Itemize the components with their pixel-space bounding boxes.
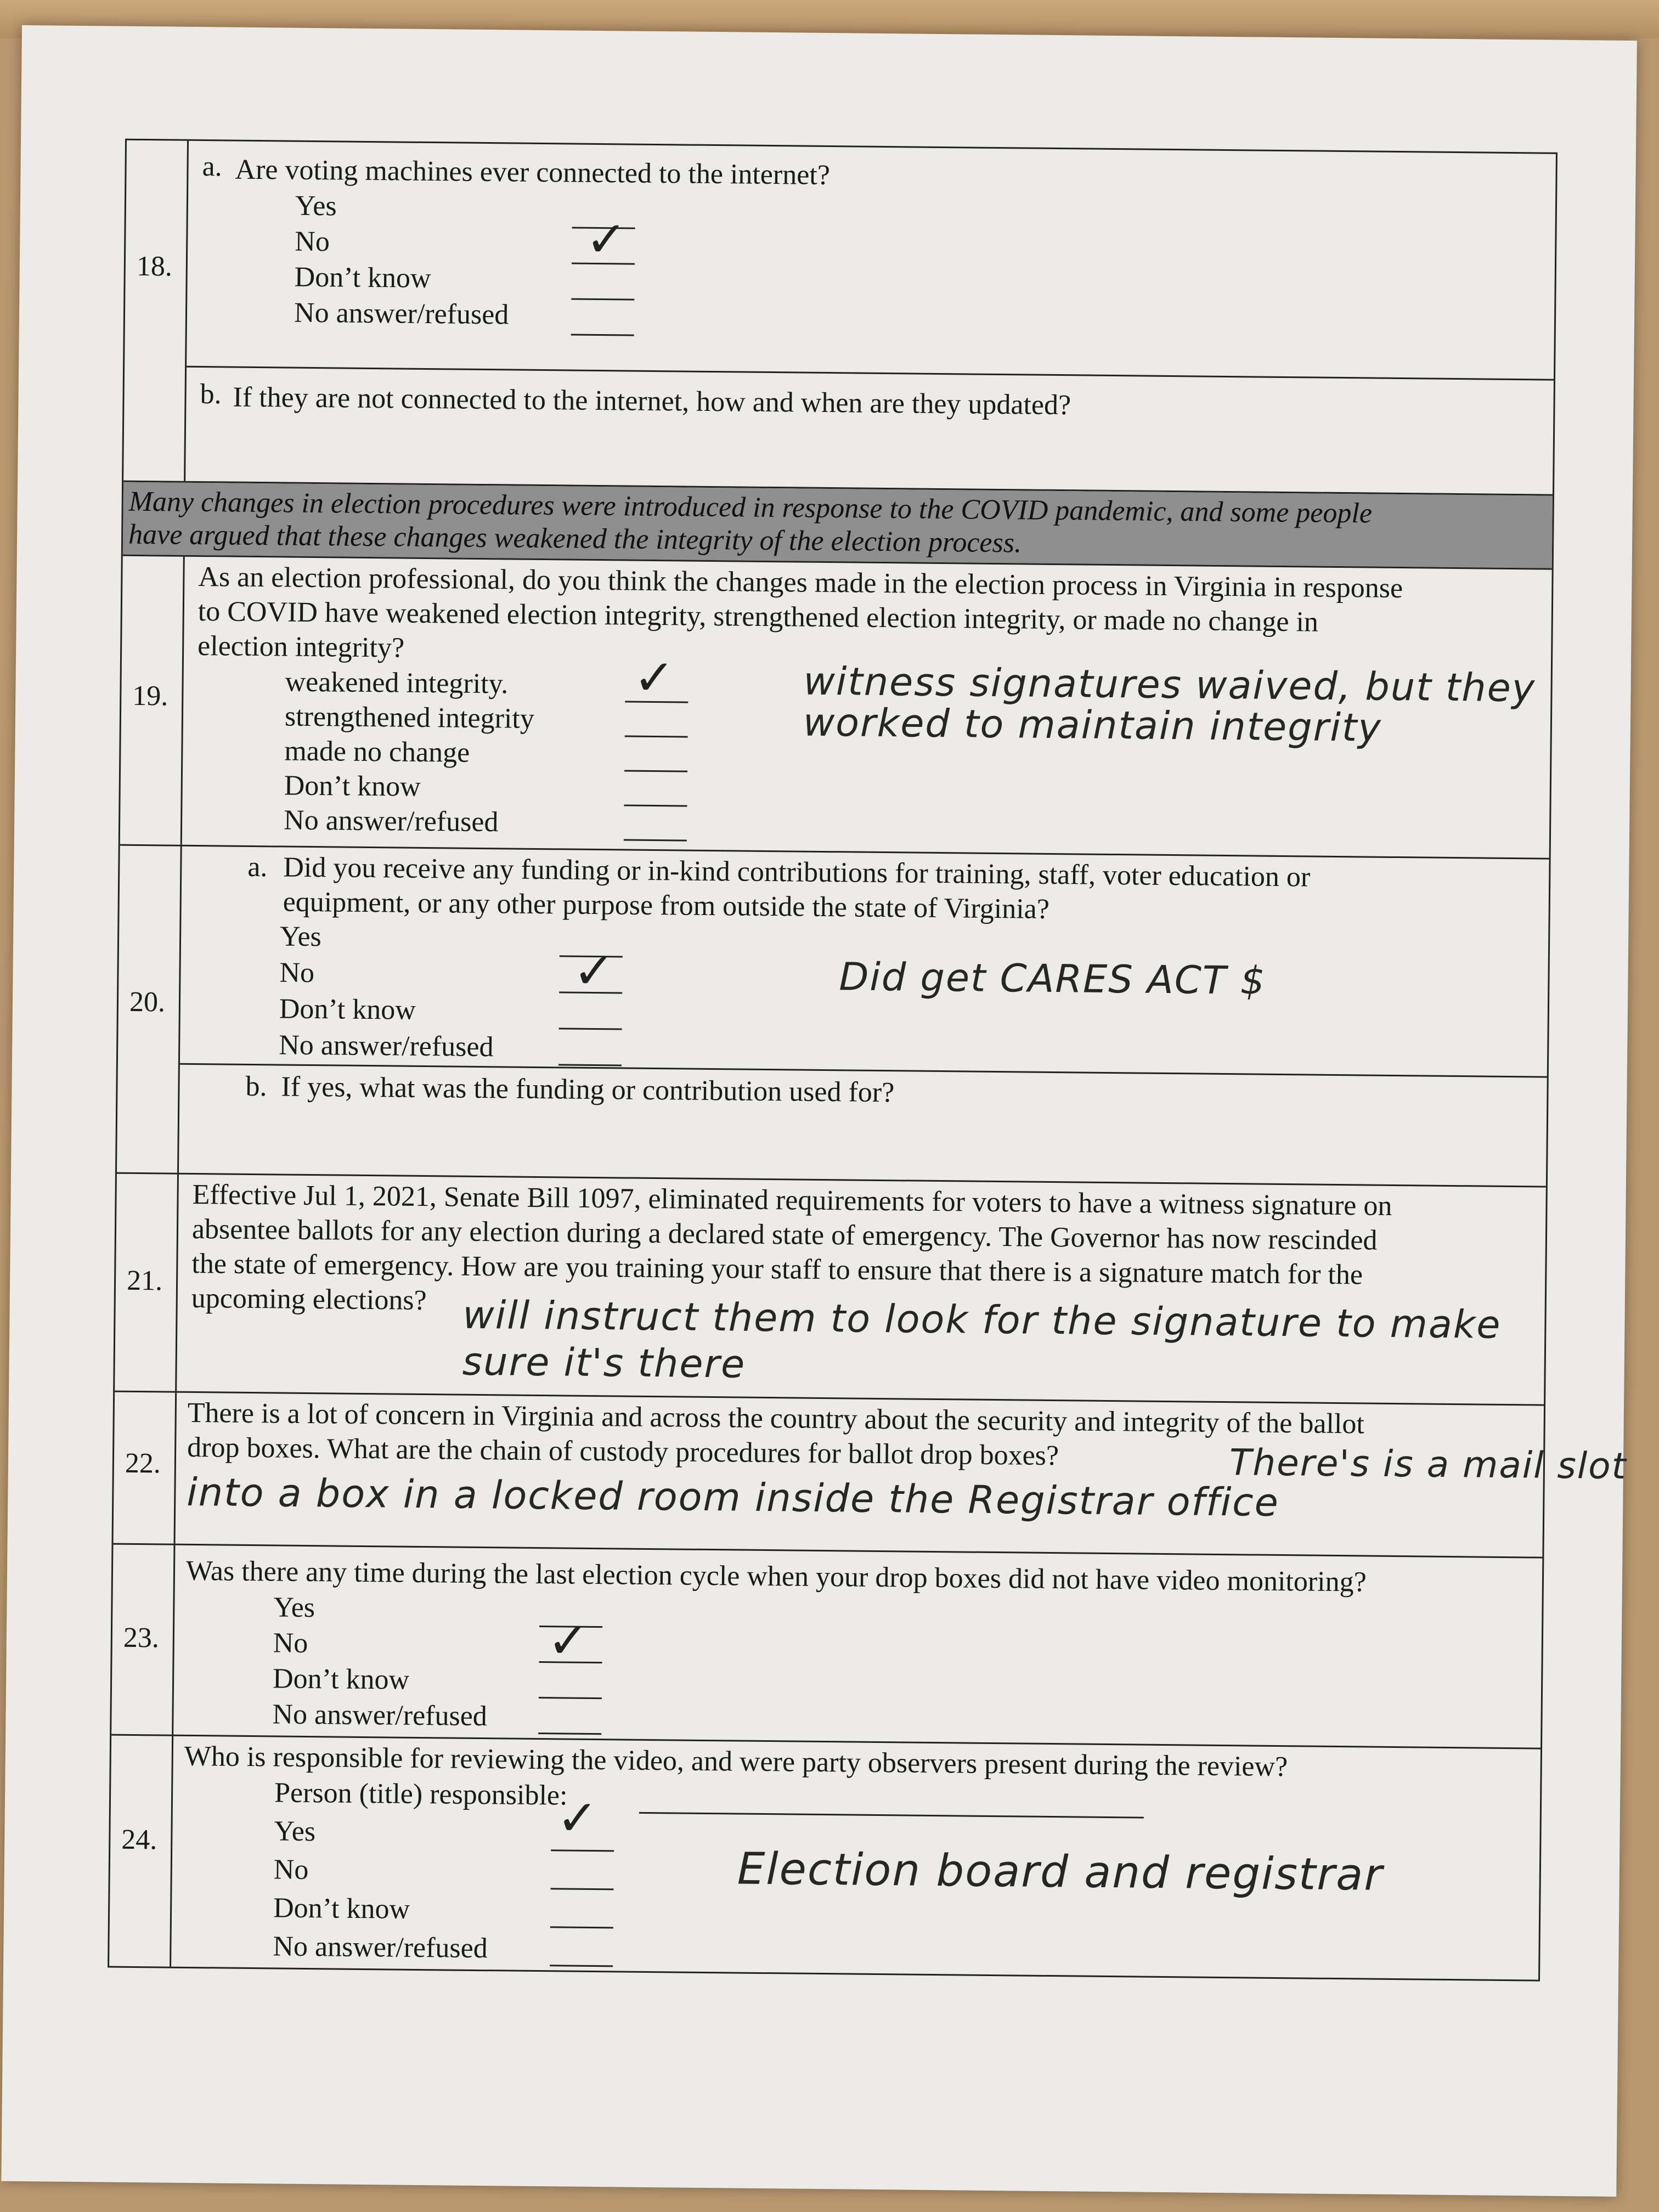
q18-option-dont-know: Don’t know: [294, 261, 431, 295]
q23-question: Was there any time during the last election cycle when your drop boxes did not have video monitoring?: [185, 1555, 1367, 1598]
q19-handwritten-note-line-1: witness signatures waived, but they: [803, 658, 1536, 711]
banner-line-1: Many changes in election procedures were introduced in response to the COVID pandemic, and some people: [128, 486, 1373, 529]
q18-blank-no-answer[interactable]: [571, 334, 634, 336]
q20-number: 20.: [129, 986, 166, 1018]
q23-option-yes: Yes: [273, 1592, 315, 1624]
question-22: [114, 1391, 1627, 1557]
q24-option-yes: Yes: [274, 1815, 316, 1848]
q20-blank-dont-know[interactable]: [559, 1028, 622, 1030]
q19-option-strengthened: strengthened integrity: [284, 701, 535, 735]
q24-option-no: No: [273, 1854, 309, 1886]
q20a-letter: a.: [247, 851, 268, 883]
question-20: [117, 844, 1549, 1186]
q20-option-no: No: [279, 957, 315, 989]
q19-option-no-answer: No answer/refused: [283, 804, 499, 838]
q21-handwritten-answer-line-1: will instruct them to look for the signature to make: [462, 1292, 1502, 1347]
q24-number: 24.: [121, 1824, 157, 1856]
q24-blank-dont-know[interactable]: [550, 1926, 613, 1928]
q19-handwritten-note-line-2: worked to maintain integrity: [803, 699, 1383, 751]
q19-question-line-3: election integrity?: [197, 630, 405, 664]
q19-blank-no-change[interactable]: [624, 770, 687, 772]
q18a-letter: a.: [202, 151, 222, 183]
q20-option-no-answer: No answer/refused: [278, 1029, 494, 1063]
q19-check-mark-icon: ✓: [633, 648, 675, 707]
q19-blank-no-answer[interactable]: [624, 839, 687, 841]
q24-blank-yes[interactable]: [551, 1849, 614, 1852]
q19-question-line-2: to COVID have weakened election integrity, strengthened election integrity, or made no change in: [198, 595, 1319, 638]
q24-check-mark-icon: ✓: [556, 1789, 599, 1848]
q23-option-dont-know: Don’t know: [272, 1663, 410, 1696]
q20a-question-line-2: equipment, or any other purpose from outside the state of Virginia?: [283, 886, 1050, 925]
q24-question: Who is responsible for reviewing the video, and were party observers present during the review?: [184, 1740, 1288, 1783]
q24-option-dont-know: Don’t know: [273, 1892, 410, 1925]
q22-handwritten-answer-line-2: into a box in a locked room inside the Registrar office: [187, 1469, 1280, 1525]
q18a-question: Are voting machines ever connected to the internet?: [235, 154, 831, 191]
q23-check-mark-icon: ✓: [547, 1612, 589, 1670]
q23-blank-no-answer[interactable]: [538, 1733, 601, 1735]
q21-question-line-4: upcoming elections?: [191, 1282, 427, 1317]
q23-option-no-answer: No answer/refused: [272, 1699, 488, 1733]
question-19: [120, 555, 1552, 858]
q19-option-dont-know: Don’t know: [284, 770, 421, 803]
q18-number: 18.: [136, 250, 173, 283]
question-number: [123, 140, 189, 481]
q18b-letter: b.: [200, 379, 222, 410]
survey-form: [108, 139, 1627, 1982]
q24-option-no-answer: No answer/refused: [273, 1931, 488, 1965]
q24-handwritten-answer: Election board and registrar: [737, 1843, 1384, 1900]
question-23: [111, 1543, 1542, 1748]
q18-option-yes: Yes: [295, 190, 337, 222]
q21-handwritten-answer-line-2: sure it's there: [462, 1339, 746, 1387]
q18-option-no: No: [295, 225, 330, 258]
question-24: [109, 1734, 1541, 1980]
q19-question-line-1: As an election professional, do you think the changes made in the election process in Virginia in response: [198, 561, 1403, 605]
q24-blank-no[interactable]: [550, 1888, 613, 1890]
survey-page: [1, 25, 1637, 2197]
q21-question-line-3: the state of emergency. How are you training your staff to ensure that there is a signature match for the: [191, 1248, 1363, 1291]
q20a-question-line-1: Did you receive any funding or in-kind contributions for training, staff, voter education or: [283, 851, 1311, 893]
q21-question-line-2: absentee ballots for any election during a declared state of emergency. The Governor has now rescinded: [191, 1213, 1378, 1256]
question-18: [123, 140, 1556, 494]
q18-blank-dont-know[interactable]: [571, 298, 634, 301]
q23-number: 23.: [123, 1622, 160, 1654]
q20-option-dont-know: Don’t know: [279, 993, 416, 1026]
q18-option-no-answer: No answer/refused: [294, 297, 509, 331]
q24-blank-no-answer[interactable]: [550, 1965, 613, 1967]
banner-line-2: have argued that these changes weakened the integrity of the election process.: [128, 518, 1022, 559]
q19-number: 19.: [132, 680, 168, 712]
q24-person-field[interactable]: [639, 1812, 1144, 1819]
q18b-question: If they are not connected to the internet, how and when are they updated?: [233, 381, 1071, 421]
q22-question-line-2: drop boxes. What are the chain of custody procedures for ballot drop boxes?: [187, 1431, 1059, 1472]
q19-option-weakened: weakened integrity.: [285, 666, 509, 700]
q22-handwritten-answer-line-1: There's is a mail slot: [1229, 1441, 1627, 1488]
section-banner: [123, 481, 1553, 568]
question-21: [115, 1172, 1546, 1404]
q22-question-line-1: There is a lot of concern in Virginia and across the country about the security and integrity of the ballot: [187, 1397, 1365, 1440]
q23-blank-dont-know[interactable]: [539, 1697, 602, 1699]
q19-blank-dont-know[interactable]: [624, 804, 687, 806]
q20-option-yes: Yes: [279, 921, 322, 953]
q23-option-no: No: [273, 1627, 308, 1660]
q24-person-label: Person (title) responsible:: [274, 1777, 568, 1812]
q20b-question: If yes, what was the funding or contribution used for?: [281, 1071, 895, 1109]
q21-question-line-1: Effective Jul 1, 2021, Senate Bill 1097, eliminated requirements for voters to have a witness signature on: [192, 1178, 1392, 1222]
q20-handwritten-note: Did get CARES ACT $: [839, 954, 1266, 1003]
q18-check-mark-icon: ✓: [585, 210, 628, 269]
q20b-letter: b.: [245, 1070, 267, 1103]
q20-blank-no-answer[interactable]: [558, 1064, 622, 1066]
q22-number: 22.: [125, 1447, 161, 1480]
q21-number: 21.: [126, 1265, 163, 1297]
q19-option-no-change: made no change: [284, 735, 470, 769]
q19-blank-strengthened[interactable]: [625, 735, 688, 737]
q20-check-mark-icon: ✓: [573, 942, 615, 1001]
